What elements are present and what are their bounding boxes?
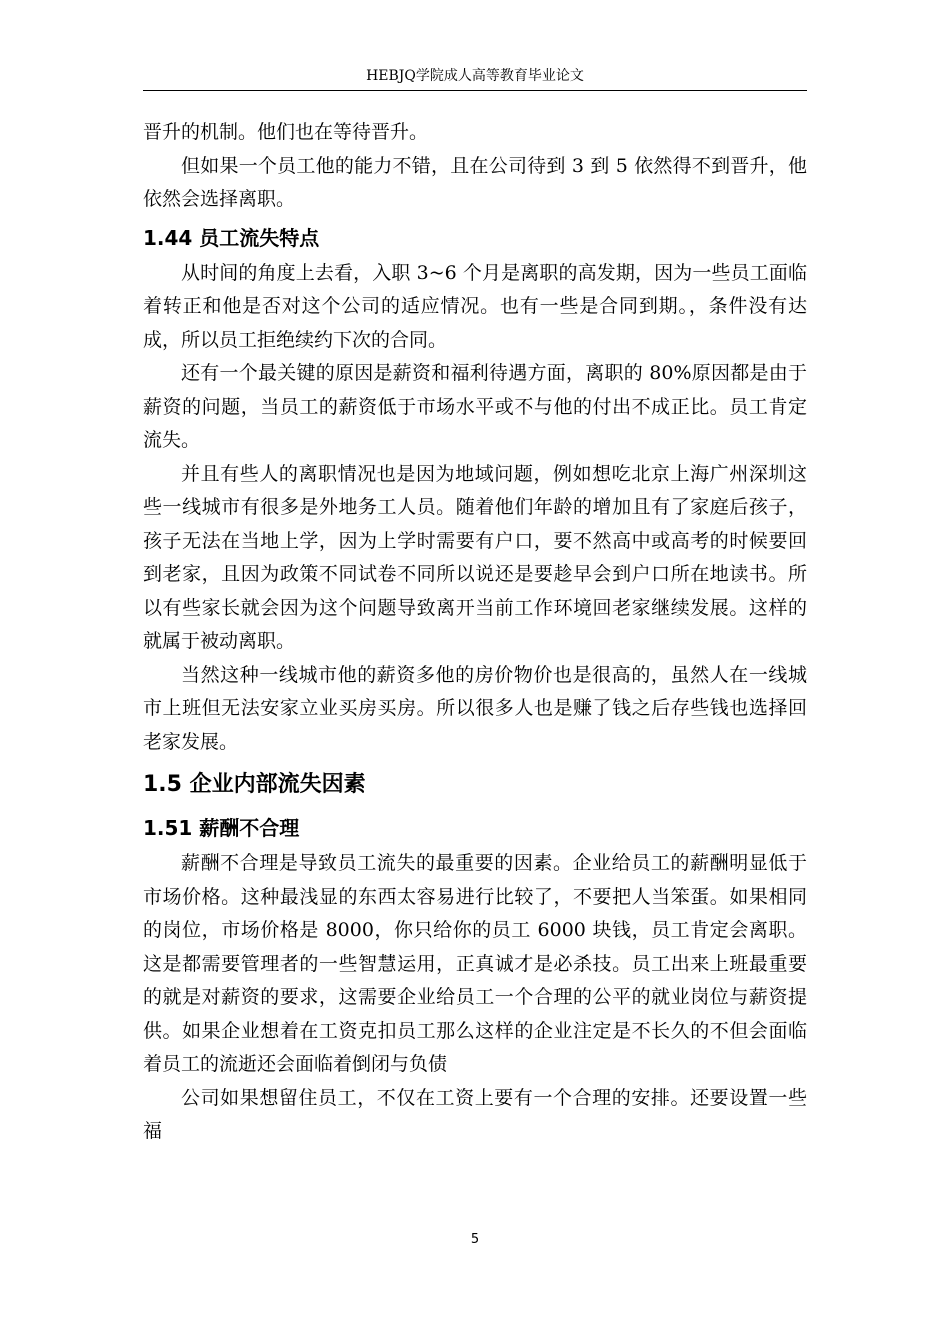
page-header [143,66,807,91]
paragraph: 但如果一个员工他的能力不错，且在公司待到 3 到 5 依然得不到晋升，他依然会选择离职。 [143,154,807,210]
paragraph: 还有一个最关键的原因是薪资和福利待遇方面，离职的 80%原因都是由于薪资的问题，当员工的薪资低于市场水平或不与他的付出不成正比。员工肯定流失。 [143,362,807,451]
paragraph: 从时间的角度上去看，入职 3~6 个月是离职的高发期，因为一些员工面临着转正和他是否对这个公司的适应情况。也有一些是合同到期。，条件没有达成，所以员工拒绝续约下次的合同。 [143,261,807,351]
section-heading-1-44: 1.44 员工流失特点 [143,225,320,250]
section-heading-1-5: 1.5 企业内部流失因素 [143,772,366,797]
document-body [143,116,807,1149]
paragraph: 薪酬不合理是导致员工流失的最重要的因素。企业给员工的薪酬明显低于市场价格。这种最浅显的东西太容易进行比较了，不要把人当笨蛋。如果相同的岗位，市场价格是 8000，你只给你的员工 6000 块钱，员工肯定会离职。这是都需要管理者的一些智慧运用，正真诚才是必杀技。员工出来上班最重要的就是对薪资的要求，这需要企业给员工一个合理的公平的就业岗位与薪资提供。如果企业想着在工资克扣员工那么这样的企业注定是不长久的不但会面临着员工的流逝还会面临着倒闭与负债 [143,852,807,1075]
page-footer [0,1232,950,1247]
paragraph: 当然这种一线城市他的薪资多他的房价物价也是很高的，虽然人在一线城市上班但无法安家立业买房买房。所以很多人也是赚了钱之后存些钱也选择回老家发展。 [143,663,807,753]
paragraph: 公司如果想留住员工，不仅在工资上要有一个合理的安排。还要设置一些福 [143,1086,807,1142]
paragraph: 晋升的机制。他们也在等待晋升。 [143,121,429,143]
section-heading-1-51: 1.51 薪酬不合理 [143,816,300,840]
header-title: HEBJQ学院成人高等教育毕业论文 [366,68,584,84]
page-number: 5 [470,1232,480,1247]
paragraph: 并且有些人的离职情况也是因为地域问题，例如想吃北京上海广州深圳这些一线城市有很多是外地务工人员。随着他们年龄的增加且有了家庭后孩子，孩子无法在当地上学，因为上学时需要有户口，要不然高中或高考的时候要回到老家，且因为政策不同试卷不同所以说还是要趁早会到户口所在地读书。所以有些家长就会因为这个问题导致离开当前工作环境回老家继续发展。这样的就属于被动离职。 [143,462,807,652]
